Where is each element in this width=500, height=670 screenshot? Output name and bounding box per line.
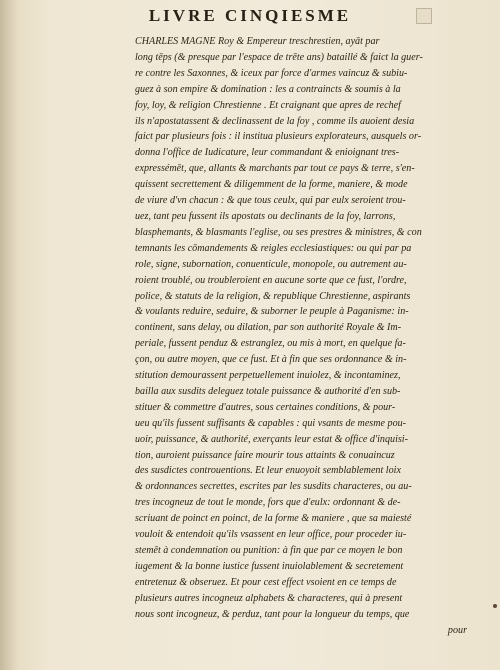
text-line: de viure d'vn chacun : & que tous ceulx, qui par eulx seroient trou-	[135, 195, 406, 207]
catchword: pour	[447, 624, 467, 636]
text-line: tres incogneuz de tout le monde, fors que d'eulx: ordonnant & de-	[135, 497, 401, 509]
text-line: police, & statuts de la religion, & republique Chrestienne, aspirants	[135, 290, 411, 302]
text-line: ils n'apostatassent & declinassent de la foy , comme ils auoient desia	[135, 115, 415, 127]
text-line: foy, loy, & religion Chrestienne . Et craignant que apres de rechef	[135, 99, 401, 111]
text-line: temnants les cōmandements & reigles ecclesiastiques: ou qui par pa	[135, 242, 412, 254]
text-line: iugement & la bonne iustice fussent inuiolablement & secretement	[135, 560, 404, 572]
folio-mark	[416, 8, 432, 24]
text-line: long tēps (& presque par l'espace de trēte ans) bataillé & faict la guer-	[135, 51, 423, 63]
text-line: donna l'office de Iudicature, leur commandant & enioignant tres-	[135, 147, 400, 159]
text-line: & voulants reduire, seduire, & suborner le peuple à Paganisme: in-	[135, 306, 409, 318]
text-line: re contre les Saxonnes, & iceux par force d'armes vaincuz & subiu-	[135, 67, 408, 79]
text-line: des susdictes controuentions. Et leur enuoyoit semblablement loix	[135, 465, 401, 477]
text-line: stitution demourassent perpetuellement inuiolez, & incontaminez,	[135, 370, 401, 382]
text-line: faict par plusieurs fois : il institua plusieurs explorateurs, ausquels or-	[135, 131, 422, 143]
text-line: stituer & commettre d'autres, sous certaines conditions, & pour-	[135, 401, 396, 413]
text-line: stemēt à condemnation ou punition: à fin que par ce moyen le bon	[135, 545, 403, 556]
text-line: uoir, puissance, & authorité, exerçants leur estat & office d'inquisi-	[135, 433, 408, 445]
text-line: çon, ou autre moyen, que ce fust. Et à fin que ses ordonnance & in-	[135, 354, 407, 366]
text-line: uez, tant peu fussent ils apostats ou declinants de la foy, larrons,	[135, 210, 396, 222]
text-line: guez à son empire & domination : les a contraincts & soumis à la	[135, 83, 401, 95]
text-line: nous sont incogneuz, & perduz, tant pour la longueur du temps, que	[135, 608, 410, 620]
gutter-shadow	[0, 0, 18, 670]
text-line: vouloit & entendoit qu'ils vsassent en leur office, pour proceder iu-	[135, 529, 407, 541]
text-line: plusieurs autres incogneuz alphabets & characteres, qui à present	[135, 592, 403, 604]
text-line: periale, fussent penduz & estranglez, ou mis à mort, en quelque fa-	[135, 338, 406, 350]
body-text	[135, 34, 467, 638]
text-line: blasphemants, & blasmants l'eglise, ou ses prestres & ministres, & con	[135, 226, 422, 238]
running-head: LIVRE CINQIESME	[148, 6, 352, 25]
text-line: ueu qu'ils fussent suffisants & capables : qui vsants de mesme pou-	[135, 417, 407, 429]
text-line: tion, auroient puissance faire mourir tous attaints & conuaincuz	[135, 449, 395, 461]
text-line: & ordonnances secrettes, escrites par les susdits characteres, ou au-	[135, 481, 412, 493]
text-line: scriuant de poinct en poinct, de la forme & maniere , que sa maiesté	[135, 513, 412, 525]
text-line: expressémēt, que, allants & marchants par tout ce pays & terre, s'en-	[135, 163, 415, 175]
text-line: entretenuz & obseruez. Et pour cest effect vsoient en ce temps de	[135, 576, 397, 588]
text-line: roient troublé, ou troubleroient en aucune sorte que ce fust, l'ordre,	[135, 274, 407, 286]
text-line: CHARLES MAGNE Roy & Empereur treschrestien, ayāt par	[135, 36, 380, 47]
text-line: bailla aux susdits deleguez totale puissance & authorité d'en sub-	[135, 385, 401, 397]
ink-speck	[493, 604, 497, 608]
text-line: quissent secrettement & diligemment de la forme, maniere, & mode	[135, 179, 408, 191]
text-line: continent, sans delay, ou dilation, par son authorité Royale & Im-	[135, 322, 402, 334]
text-line: role, signe, subornation, conuenticule, monopole, ou autrement au-	[135, 258, 407, 270]
